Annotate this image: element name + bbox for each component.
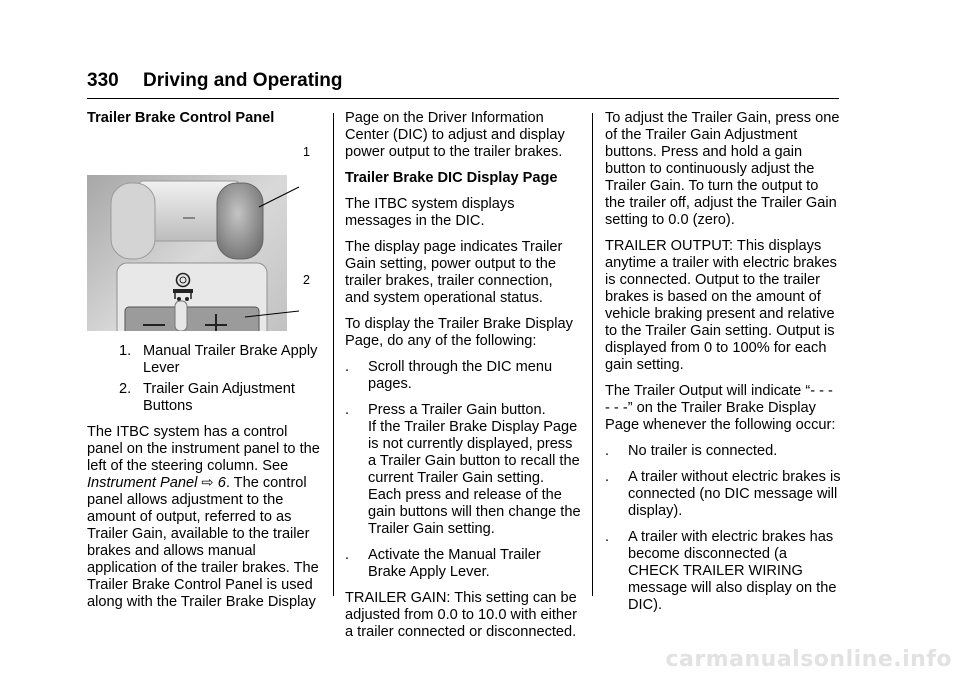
watermark: carmanualsonline.info <box>665 647 952 672</box>
bullet-list <box>605 443 841 614</box>
lever-left-knob <box>111 183 155 259</box>
section-title: Driving and Operating <box>143 70 343 91</box>
paragraph: The ITBC system has a control panel on the instrument panel to the left of the steering column. See Instrument Panel ⇨ 6. The control panel allows adjustment to the amount of output, referred to as Trailer Gain, available to the trailer brakes and allows manual application of the trailer brakes. The Trailer Brake Control Panel is used along with the Trailer Brake Display <box>87 424 320 610</box>
page-ref-icon: ⇨ <box>201 475 214 491</box>
column-2 <box>345 110 581 650</box>
legend-item: 2. Trailer Gain Adjustment Buttons <box>119 381 295 414</box>
paragraph: The display page indicates Trailer Gain setting, power output to the trailer brakes, trailer connection, and system operational status. <box>345 239 563 306</box>
page-ref[interactable]: 6 <box>217 475 226 491</box>
list-item: . A trailer without electric brakes is connected (no DIC message will display). <box>605 469 841 519</box>
paragraph: To display the Trailer Brake Display Page, do any of the following: <box>345 316 573 349</box>
trailer-brake-panel-illustration <box>87 141 323 331</box>
list-item: . A trailer with electric brakes has become disconnected (a CHECK TRAILER WIRING message will also display on the DIC). <box>605 529 837 613</box>
column-3 <box>605 110 841 623</box>
paragraph: TRAILER GAIN: This setting can be adjusted from 0.0 to 10.0 with either a trailer connected or disconnected. <box>345 590 578 640</box>
column-1 <box>87 110 323 620</box>
list-item: . Activate the Manual Trailer Brake Apply Lever. <box>345 547 541 580</box>
header-rule <box>87 98 839 99</box>
paragraph: The Trailer Output will indicate “- - - - - -” on the Trailer Brake Display Page whenever the following occur: <box>605 383 836 433</box>
paragraph: Page on the Driver Information Center (DIC) to adjust and display power output to the trailer brakes. <box>345 110 565 160</box>
figure-legend <box>87 343 323 415</box>
section-heading: Trailer Brake DIC Display Page <box>345 170 558 186</box>
paragraph: TRAILER OUTPUT: This displays anytime a trailer with electric brakes is connected. Output to the trailer brakes is based on the amount of vehicle braking present and relative to the Trailer Gain setting. Output is displayed from 0 to 100% for each gain setting. <box>605 238 837 373</box>
list-item: . Scroll through the DIC menu pages. <box>345 359 553 392</box>
paragraph: To adjust the Trailer Gain, press one of the Trailer Gain Adjustment buttons. Press and hold a gain button to continuously adjust the Trailer Gain. To turn the output to the trailer off, adjust the Trailer Gain setting to 0.0 (zero). <box>605 110 840 228</box>
column-divider <box>592 113 593 596</box>
gain-buttons <box>125 307 259 331</box>
column-divider <box>333 113 334 596</box>
callout-1: 1 <box>303 145 310 159</box>
paragraph: The ITBC system displays messages in the DIC. <box>345 196 515 229</box>
bullet-list <box>345 359 581 581</box>
list-item: . No trailer is connected. <box>605 443 778 459</box>
legend-item: 1. Manual Trailer Brake Apply Lever <box>119 343 318 376</box>
callout-2: 2 <box>303 273 310 287</box>
lever-right-knob <box>217 183 263 259</box>
instrument-panel-link[interactable]: Instrument Panel <box>87 475 198 491</box>
list-item: . Press a Trailer Gain button. If the Trailer Brake Display Page is not currently displayed, press a Trailer Gain button to recall the current Trailer Gain setting. Each press and release of the gain buttons will then change the Trailer Gain setting. <box>345 402 581 537</box>
section-heading: Trailer Brake Control Panel <box>87 110 275 126</box>
trailer-brake-panel-figure <box>87 141 323 331</box>
page-number: 330 <box>87 70 119 91</box>
